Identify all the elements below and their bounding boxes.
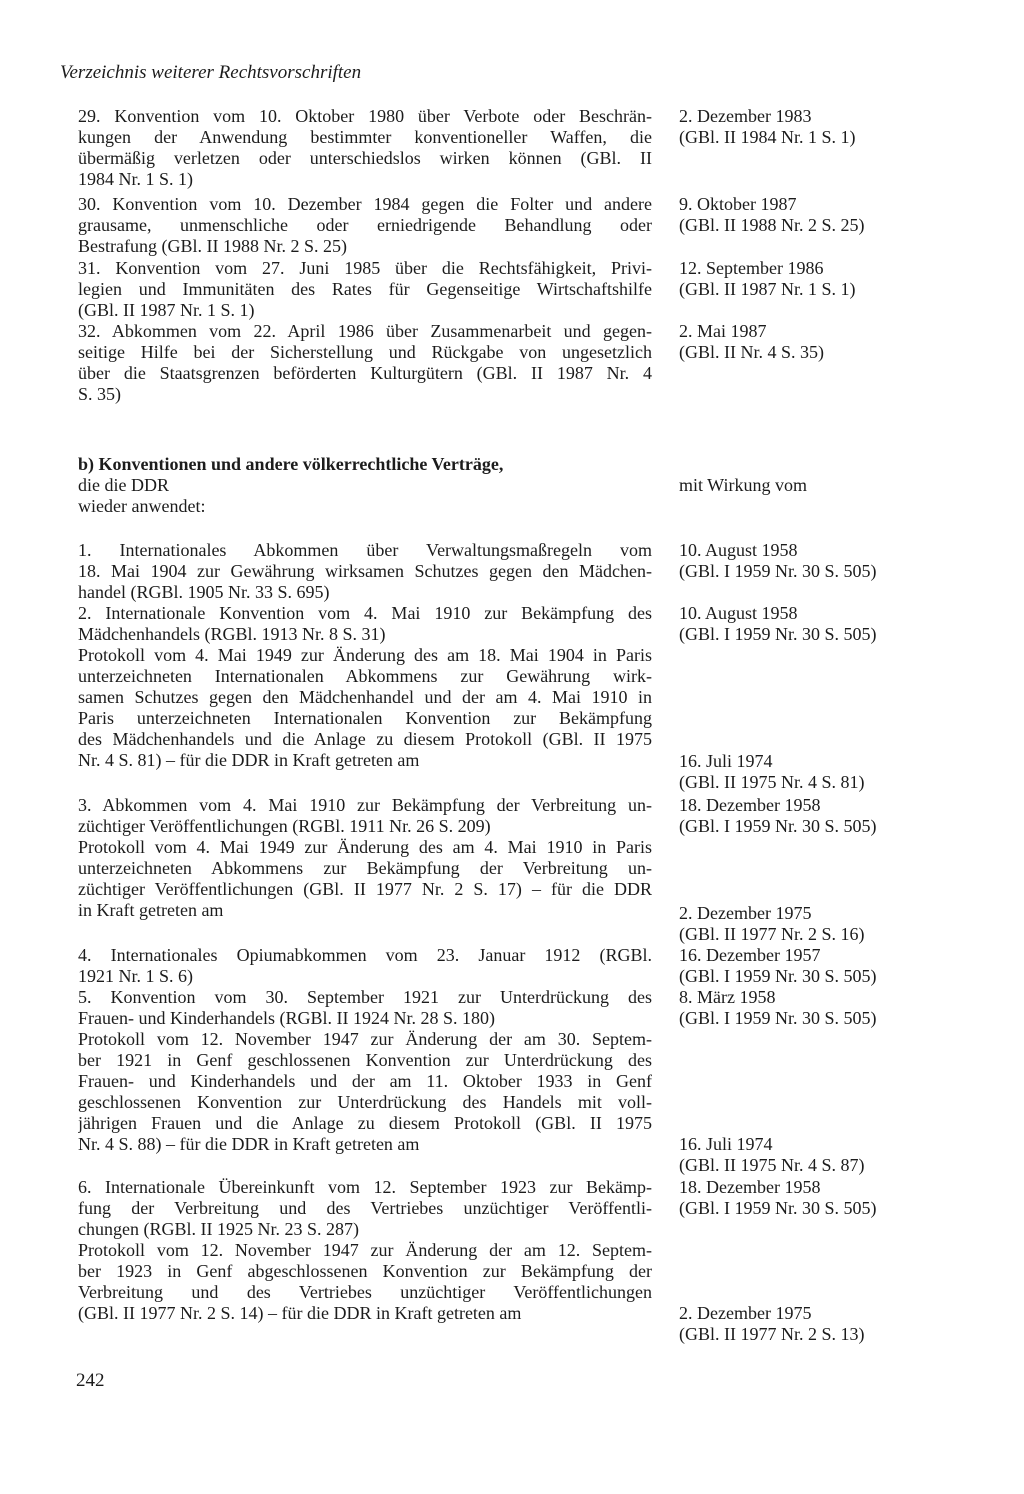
entry-line: des Mädchenhandels und die Anlage zu diesem Protokoll (GBl. II 1975 — [78, 729, 652, 749]
entry-line: samen Schutzes gegen den Mädchenhandel und der am 4. Mai 1910 in — [78, 687, 652, 707]
entry-line: Protokoll vom 4. Mai 1949 zur Änderung des am 18. Mai 1904 in Paris — [78, 645, 652, 665]
entry-line: (GBl. II 1987 Nr. 1 S. 1) — [78, 300, 255, 320]
effective-date: 10. August 1958 — [679, 540, 798, 560]
entry-line: grausame, unmenschliche oder erniedrigende Behandlung oder — [78, 215, 652, 235]
entry-1-date — [679, 540, 999, 582]
effective-date: 18. Dezember 1958 — [679, 795, 821, 815]
gazette-reference: (GBl. I 1959 Nr. 30 S. 505) — [679, 1198, 877, 1218]
entry-32 — [78, 321, 652, 405]
gazette-reference: (GBl. I 1959 Nr. 30 S. 505) — [679, 561, 877, 581]
entry-29-date — [679, 106, 999, 148]
effective-date: 12. September 1986 — [679, 258, 824, 278]
entry-line: züchtiger Veröffentlichungen (GBl. II 1977 Nr. 2 S. 17) – für die DDR — [78, 879, 652, 899]
effective-date: 9. Oktober 1987 — [679, 194, 797, 214]
section-subline: wieder anwendet: — [78, 496, 206, 516]
effective-date: 16. Juli 1974 — [679, 751, 773, 771]
entry-29 — [78, 106, 652, 190]
entry-2 — [78, 603, 652, 771]
entry-6-date-b — [679, 1303, 999, 1345]
entry-3-date-b — [679, 903, 999, 945]
entry-line: Nr. 4 S. 88) – für die DDR in Kraft getreten am — [78, 1134, 420, 1154]
gazette-reference: (GBl. II 1975 Nr. 4 S. 81) — [679, 772, 865, 792]
entry-line: 1984 Nr. 1 S. 1) — [78, 169, 194, 189]
entry-3-date-a — [679, 795, 999, 837]
entry-line: S. 35) — [78, 384, 122, 404]
entry-line: in Kraft getreten am — [78, 900, 224, 920]
effective-from-label: mit Wirkung vom — [679, 475, 807, 495]
entry-6 — [78, 1177, 652, 1324]
entry-line: unterzeichneten Abkommens zur Bekämpfung der Verbreitung un- — [78, 858, 652, 878]
entry-6-date-a — [679, 1177, 999, 1219]
entry-line: Frauen- und Kinderhandels und der am 11. Oktober 1933 in Genf — [78, 1071, 652, 1091]
column-label — [679, 475, 999, 496]
gazette-reference: (GBl. II 1977 Nr. 2 S. 13) — [679, 1324, 865, 1344]
page-number: 242 — [76, 1370, 105, 1391]
effective-date: 18. Dezember 1958 — [679, 1177, 821, 1197]
entry-line: Protokoll vom 12. November 1947 zur Änderung der am 30. Septem- — [78, 1029, 652, 1049]
section-subline: die die DDR — [78, 475, 169, 495]
entry-4-date — [679, 945, 999, 987]
entry-1 — [78, 540, 652, 603]
entry-line: seitige Hilfe bei der Sicherstellung und Rückgabe von ungesetzlich — [78, 342, 652, 362]
effective-date: 2. Dezember 1975 — [679, 903, 812, 923]
entry-line: geschlossenen Konvention zur Unterdrückung des Handels mit voll- — [78, 1092, 652, 1112]
entry-line: Protokoll vom 12. November 1947 zur Änderung der am 12. Septem- — [78, 1240, 652, 1260]
section-heading: b) Konventionen und andere völkerrechtliche Verträge, — [78, 454, 504, 474]
entry-line: 4. Internationales Opiumabkommen vom 23. Januar 1912 (RGBl. — [78, 945, 652, 965]
entry-line: Verbreitung und des Vertriebes unzüchtiger Veröffentlichungen — [78, 1282, 652, 1302]
entry-line: legien und Immunitäten des Rates für Gegenseitige Wirtschaftshilfe — [78, 279, 652, 299]
entry-32-date — [679, 321, 999, 363]
entry-line: 30. Konvention vom 10. Dezember 1984 gegen die Folter und andere — [78, 194, 652, 214]
entry-line: Nr. 4 S. 81) – für die DDR in Kraft getreten am — [78, 750, 420, 770]
entry-line: chungen (RGBl. II 1925 Nr. 23 S. 287) — [78, 1219, 359, 1239]
entry-line: unterzeichneten Internationalen Abkommens zur Gewährung wirk- — [78, 666, 652, 686]
entry-line: Frauen- und Kinderhandels (RGBl. II 1924 Nr. 28 S. 180) — [78, 1008, 495, 1028]
entry-line: 1. Internationales Abkommen über Verwaltungsmaßregeln vom — [78, 540, 652, 560]
gazette-reference: (GBl. II 1984 Nr. 1 S. 1) — [679, 127, 856, 147]
entry-line: übermäßig verletzen oder unterschiedslos wirken können (GBl. II — [78, 148, 652, 168]
effective-date: 16. Juli 1974 — [679, 1134, 773, 1154]
effective-date: 10. August 1958 — [679, 603, 798, 623]
entry-line: (GBl. II 1977 Nr. 2 S. 14) – für die DDR in Kraft getreten am — [78, 1303, 522, 1323]
entry-line: 5. Konvention vom 30. September 1921 zur Unterdrückung des — [78, 987, 652, 1007]
entry-line: 32. Abkommen vom 22. April 1986 über Zusammenarbeit und gegen- — [78, 321, 652, 341]
entry-line: ber 1921 in Genf geschlossenen Konvention zur Unterdrückung des — [78, 1050, 652, 1070]
gazette-reference: (GBl. II 1988 Nr. 2 S. 25) — [679, 215, 865, 235]
entry-line: fung der Verbreitung und des Vertriebes unzüchtiger Veröffentli- — [78, 1198, 652, 1218]
gazette-reference: (GBl. I 1959 Nr. 30 S. 505) — [679, 1008, 877, 1028]
entry-line: 3. Abkommen vom 4. Mai 1910 zur Bekämpfung der Verbreitung un- — [78, 795, 652, 815]
running-head: Verzeichnis weiterer Rechtsvorschriften — [60, 62, 362, 83]
entry-line: über die Staatsgrenzen beförderten Kulturgütern (GBl. II 1987 Nr. 4 — [78, 363, 652, 383]
entry-line: Paris unterzeichneten Internationalen Konvention zur Bekämpfung — [78, 708, 652, 728]
entry-line: 29. Konvention vom 10. Oktober 1980 über Verbote oder Beschrän- — [78, 106, 652, 126]
entry-line: 2. Internationale Konvention vom 4. Mai 1910 zur Bekämpfung des — [78, 603, 652, 623]
gazette-reference: (GBl. I 1959 Nr. 30 S. 505) — [679, 966, 877, 986]
entry-5-date-b — [679, 1134, 999, 1176]
entry-5-date-a — [679, 987, 999, 1029]
effective-date: 8. März 1958 — [679, 987, 776, 1007]
gazette-reference: (GBl. II Nr. 4 S. 35) — [679, 342, 824, 362]
entry-line: 6. Internationale Übereinkunft vom 12. September 1923 zur Bekämp- — [78, 1177, 652, 1197]
entry-line: 1921 Nr. 1 S. 6) — [78, 966, 194, 986]
gazette-reference: (GBl. I 1959 Nr. 30 S. 505) — [679, 624, 877, 644]
entry-line: 31. Konvention vom 27. Juni 1985 über die Rechtsfähigkeit, Privi- — [78, 258, 652, 278]
section-b-heading — [78, 454, 652, 517]
entry-line: Protokoll vom 4. Mai 1949 zur Änderung des am 4. Mai 1910 in Paris — [78, 837, 652, 857]
entry-2-date-a — [679, 603, 999, 645]
effective-date: 2. Mai 1987 — [679, 321, 767, 341]
entry-30 — [78, 194, 652, 257]
entry-line: handel (RGBl. 1905 Nr. 33 S. 695) — [78, 582, 330, 602]
entry-line: Bestrafung (GBl. II 1988 Nr. 2 S. 25) — [78, 236, 347, 256]
entry-31-date — [679, 258, 999, 300]
gazette-reference: (GBl. I 1959 Nr. 30 S. 505) — [679, 816, 877, 836]
entry-line: 18. Mai 1904 zur Gewährung wirksamen Schutzes gegen den Mädchen- — [78, 561, 652, 581]
effective-date: 16. Dezember 1957 — [679, 945, 821, 965]
entry-line: ber 1923 in Genf abgeschlossenen Konvention zur Bekämpfung der — [78, 1261, 652, 1281]
entry-3 — [78, 795, 652, 921]
entry-4 — [78, 945, 652, 987]
effective-date: 2. Dezember 1983 — [679, 106, 812, 126]
entry-30-date — [679, 194, 999, 236]
entry-5 — [78, 987, 652, 1155]
gazette-reference: (GBl. II 1975 Nr. 4 S. 87) — [679, 1155, 865, 1175]
entry-line: kungen der Anwendung bestimmter konventioneller Waffen, die — [78, 127, 652, 147]
gazette-reference: (GBl. II 1977 Nr. 2 S. 16) — [679, 924, 865, 944]
entry-2-date-b — [679, 751, 999, 793]
effective-date: 2. Dezember 1975 — [679, 1303, 812, 1323]
gazette-reference: (GBl. II 1987 Nr. 1 S. 1) — [679, 279, 856, 299]
entry-line: züchtiger Veröffentlichungen (RGBl. 1911 Nr. 26 S. 209) — [78, 816, 491, 836]
entry-line: jährigen Frauen und die Anlage zu diesem Protokoll (GBl. II 1975 — [78, 1113, 652, 1133]
entry-line: Mädchenhandels (RGBl. 1913 Nr. 8 S. 31) — [78, 624, 386, 644]
entry-31 — [78, 258, 652, 321]
